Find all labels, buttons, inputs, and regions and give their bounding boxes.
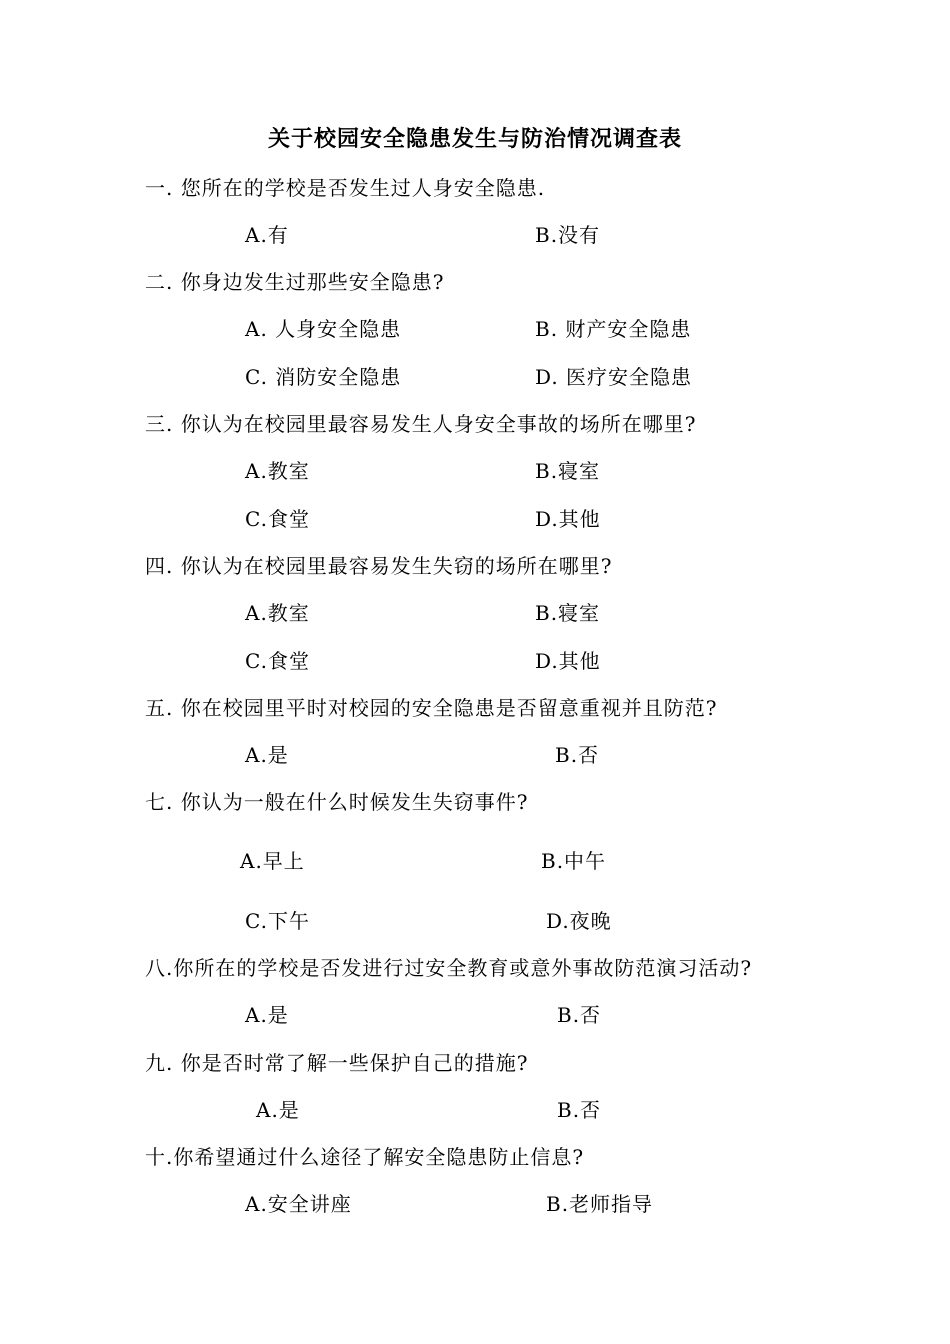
question-3-option-b: B.寝室 xyxy=(535,459,601,483)
question-8-option-a: A.是 xyxy=(245,1003,289,1027)
question-3-option-d: D.其他 xyxy=(535,507,601,531)
question-7: 七. 你认为一般在什么时候发生失窃事件? xyxy=(145,790,529,814)
question-5-option-a: A.是 xyxy=(245,743,289,767)
question-4-option-d: D.其他 xyxy=(535,649,601,673)
question-2: 二. 你身边发生过那些安全隐患? xyxy=(145,270,445,294)
question-10-option-a: A.安全讲座 xyxy=(245,1192,352,1216)
question-4-option-b: B.寝室 xyxy=(535,601,601,625)
document-title: 关于校园安全隐患发生与防治情况调查表 xyxy=(267,126,682,152)
question-2-option-a: A. 人身安全隐患 xyxy=(245,317,402,341)
question-1-option-b: B.没有 xyxy=(535,223,601,247)
question-9: 九. 你是否时常了解一些保护自己的措施? xyxy=(145,1051,529,1075)
question-10: 十.你希望通过什么途径了解安全隐患防止信息? xyxy=(145,1145,585,1169)
question-8: 八.你所在的学校是否发进行过安全教育或意外事故防范演习活动? xyxy=(145,956,753,980)
question-2-option-b: B. 财产安全隐患 xyxy=(535,317,692,341)
question-9-option-a: A.是 xyxy=(256,1098,300,1122)
question-7-option-a: A.早上 xyxy=(240,849,305,873)
question-3-option-c: C.食堂 xyxy=(245,507,310,531)
question-3: 三. 你认为在校园里最容易发生人身安全事故的场所在哪里? xyxy=(145,412,697,436)
question-8-option-b: B.否 xyxy=(557,1003,602,1027)
question-5-option-b: B.否 xyxy=(555,743,600,767)
question-7-option-b: B.中午 xyxy=(541,849,607,873)
question-5: 五. 你在校园里平时对校园的安全隐患是否留意重视并且防范? xyxy=(145,696,718,720)
question-4-option-c: C.食堂 xyxy=(245,649,310,673)
question-2-option-c: C. 消防安全隐患 xyxy=(245,365,402,389)
question-4: 四. 你认为在校园里最容易发生失窃的场所在哪里? xyxy=(145,554,613,578)
question-1-option-a: A.有 xyxy=(245,223,289,247)
question-3-option-a: A.教室 xyxy=(245,459,310,483)
question-7-option-c: C.下午 xyxy=(245,909,310,933)
question-2-option-d: D. 医疗安全隐患 xyxy=(535,365,693,389)
question-1: 一. 您所在的学校是否发生过人身安全隐患. xyxy=(145,176,546,200)
question-10-option-b: B.老师指导 xyxy=(546,1192,654,1216)
question-7-option-d: D.夜晚 xyxy=(546,909,612,933)
question-9-option-b: B.否 xyxy=(557,1098,602,1122)
question-4-option-a: A.教室 xyxy=(245,601,310,625)
